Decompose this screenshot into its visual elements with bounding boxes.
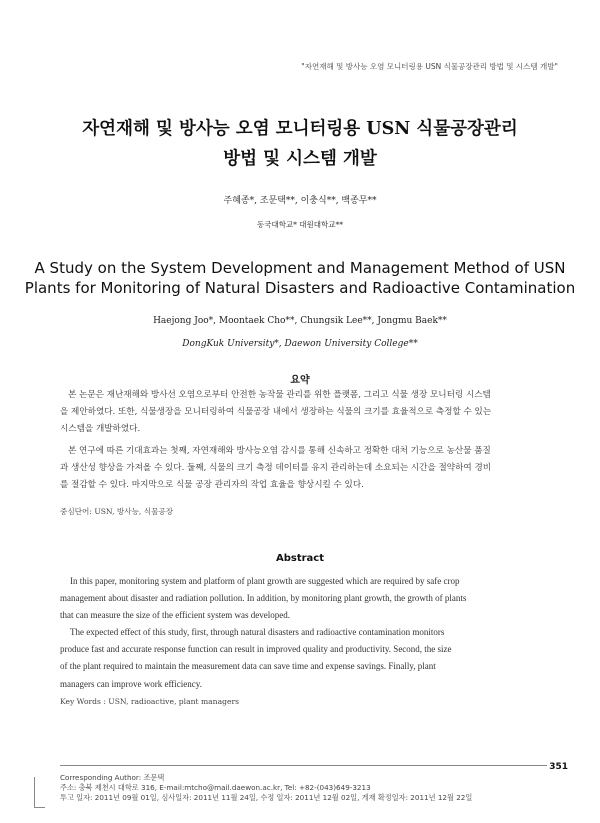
title-ko-line-2: 방법 및 시스템 개발 xyxy=(223,149,377,169)
abstract-en-paragraph-1 xyxy=(60,573,547,625)
title-ko-line-1: 자연재해 및 방사능 오염 모니터링용 USN 식물공장관리 xyxy=(82,119,518,139)
abstract-en-line: managers can improve work efficiency. xyxy=(60,678,202,689)
abstract-en-line: that can measure the size of the efficient system was developed. xyxy=(60,610,290,621)
affiliation-en: DongKuk University*, Daewon University College** xyxy=(182,339,418,349)
title-en-line-1: A Study on the System Development and Management Method of USN xyxy=(34,259,566,277)
abstract-ko-line: 를 절감할 수 있다. 마지막으로 식물 공장 관리자의 작업 효율을 향상시킬 수 있다. xyxy=(60,480,364,491)
abstract-ko-heading: 요약 xyxy=(290,375,310,386)
abstract-ko-line: 을 제안하였다. 또한, 식물생장을 모니터링하여 식물공장 내에서 생장하는 식물의 크기를 효율적으로 측정할 수 있는 xyxy=(60,407,492,418)
abstract-en-heading: Abstract xyxy=(275,553,325,564)
abstract-en-line: In this paper, monitoring system and platform of plant growth are suggested which are required by safe crop xyxy=(70,576,460,586)
authors-ko: 주혜종*, 조문택**, 이충식**, 백종무** xyxy=(223,196,377,206)
running-header: "자연재해 및 방사능 오염 모니터링용 USN 식물공장관리 방법 및 시스템 개발" xyxy=(301,62,558,71)
abstract-ko-line: 본 연구에 따른 기대효과는 첫째, 자연재해와 방사능오염 감시를 통해 신속하고 정확한 대처 기능으로 농산물 품질 xyxy=(68,446,491,456)
footnote-corner-mark xyxy=(34,777,45,808)
page-number: 351 xyxy=(549,762,568,772)
abstract-ko-line: 시스템을 개발하였다. xyxy=(60,424,141,435)
title-en-line-2: Plants for Monitoring of Natural Disasters and Radioactive Contamination xyxy=(24,279,576,297)
footer-rule xyxy=(60,765,547,766)
abstract-ko-line: 본 논문은 재난재해와 방사선 오염으로부터 안전한 농작물 관리를 위한 플랫폼, 그리고 식물 생장 모니터링 시스템 xyxy=(68,390,491,400)
abstract-en-line: The expected effect of this study, first, through natural disasters and radioactive contamination monitors xyxy=(70,627,445,637)
affiliation-ko: 동국대학교* 대원대학교** xyxy=(256,220,344,229)
footer-corresponding-author: Corresponding Author: 조문택 xyxy=(60,773,165,782)
abstract-en-line: of the plant required to maintain the measurement data can save time and expense savings. Finally, plant xyxy=(60,661,436,672)
keywords-ko: 중심단어: USN, 방사능, 식물공장 xyxy=(60,507,174,516)
abstract-en-line: produce fast and accurate response function can result in improved quality and productivity. Second, the size xyxy=(60,644,452,655)
footer-address: 주소: 충북 제천시 대학로 316, E-mail:mtcho@mail.daewon.ac.kr, Tel: +82-(043)649-3213 xyxy=(60,783,371,792)
abstract-ko-paragraph-2 xyxy=(60,443,547,495)
footer-dates: 투고 일자: 2011년 09월 01일, 심사일자: 2011년 11월 24일, 수정 일자: 2011년 12월 02일, 게재 확정일자: 2011년 12월 22일 xyxy=(60,793,473,802)
abstract-en-paragraph-2 xyxy=(60,624,547,693)
abstract-en-line: management about disaster and radiation pollution. In addition, by monitoring plant growth, the growth of plants xyxy=(60,593,467,604)
abstract-ko-line: 과 생산성 향상을 가져올 수 있다. 둘째, 식물의 크기 측정 데이터를 유지 관리하는데 소요되는 시간을 절약하여 경비 xyxy=(60,463,492,474)
abstract-ko-paragraph-1 xyxy=(60,387,547,439)
keywords-en: Key Words : USN, radioactive, plant managers xyxy=(60,697,239,706)
authors-en: Haejong Joo*, Moontaek Cho**, Chungsik Lee**, Jongmu Baek** xyxy=(153,316,447,326)
